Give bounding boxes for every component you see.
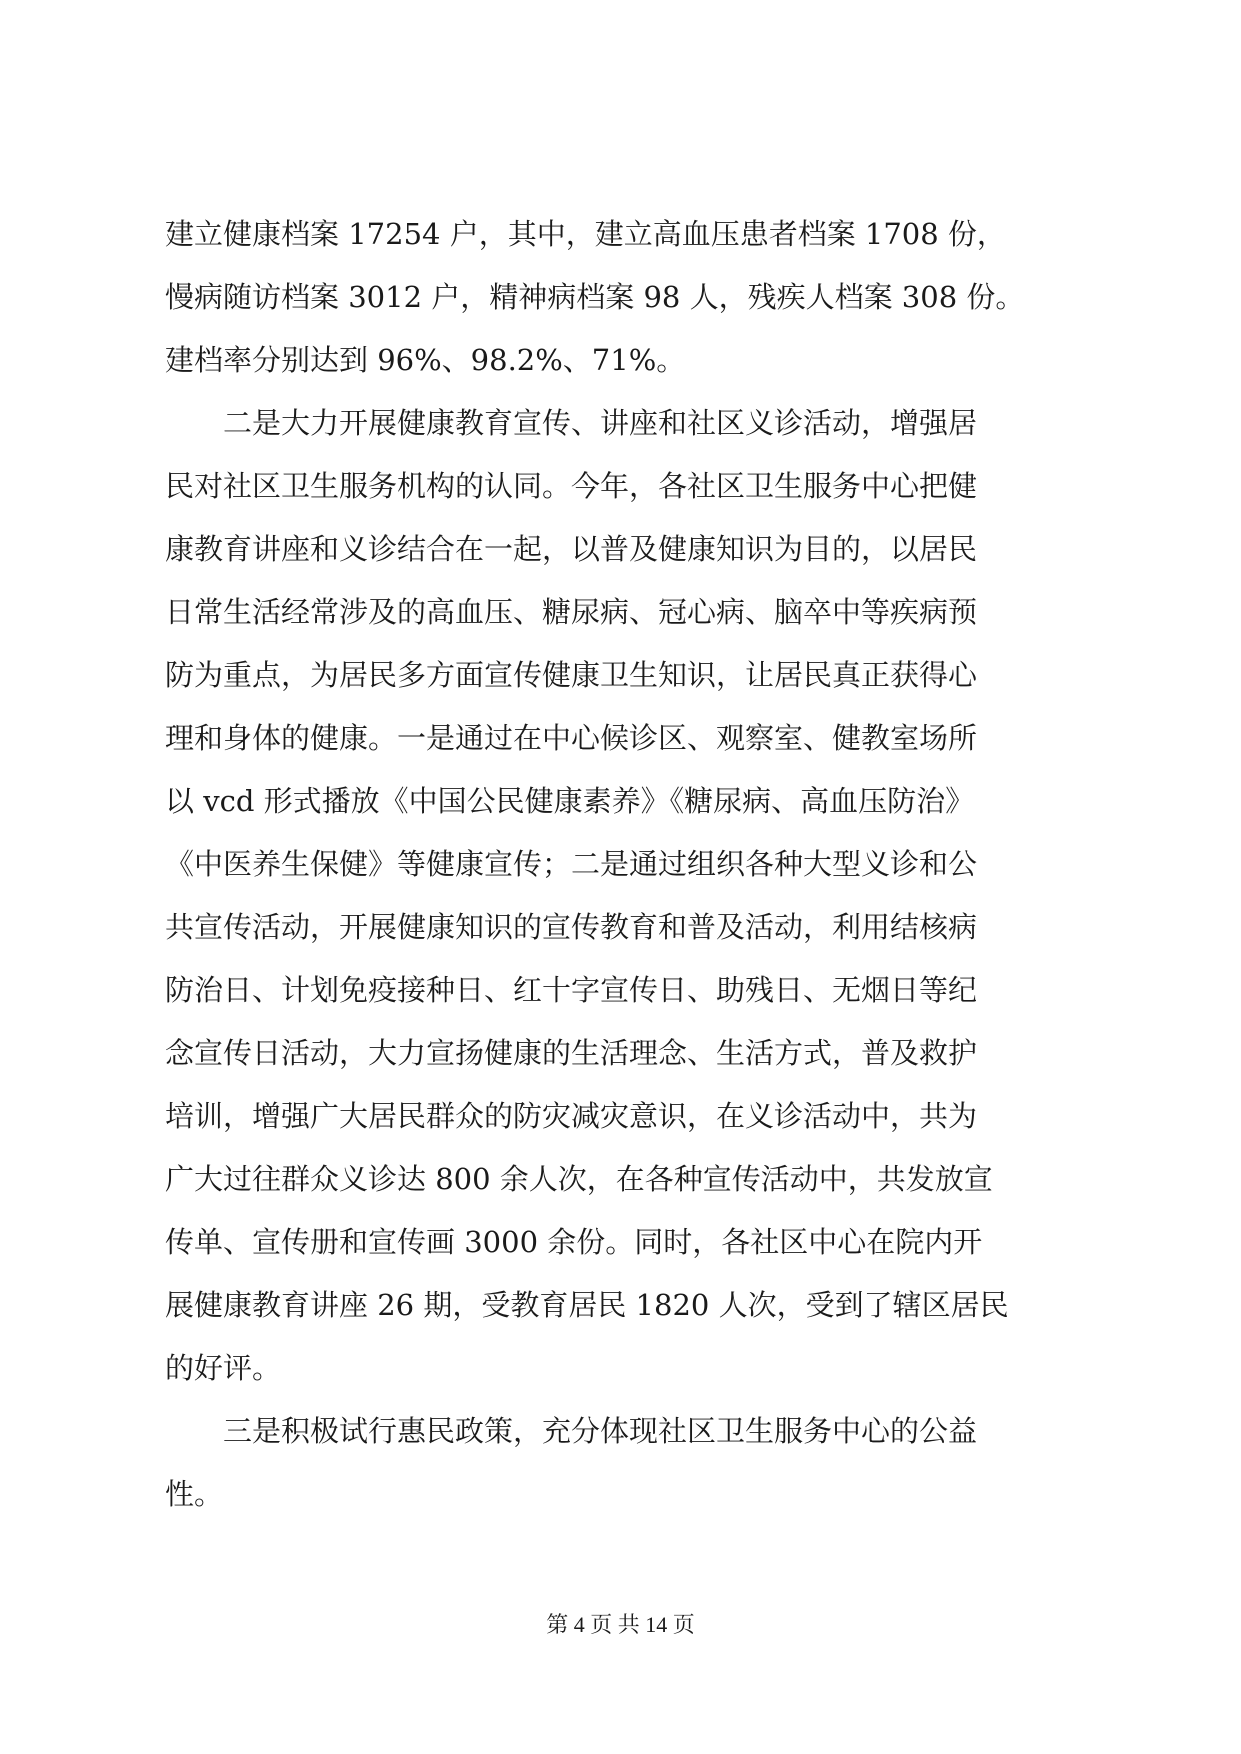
- text-line: 培训，增强广大居民群众的防灾减灾意识，在义诊活动中，共为: [165, 1099, 978, 1133]
- text-line: 日常生活经常涉及的高血压、糖尿病、冠心病、脑卒中等疾病预: [165, 595, 978, 629]
- text-line: 广大过往群众义诊达 800 余人次，在各种宣传活动中，共发放宣: [165, 1162, 993, 1196]
- text-line: 建档率分别达到 96%、98.2%、71%。: [165, 343, 686, 377]
- text-line: 三是积极试行惠民政策，充分体现社区卫生服务中心的公益: [165, 1414, 978, 1448]
- text-line: 二是大力开展健康教育宣传、讲座和社区义诊活动，增强居: [165, 406, 978, 440]
- text-line: 以 vcd 形式播放《中国公民健康素养》《糖尿病、高血压防治》: [165, 784, 975, 818]
- text-line: 防治日、计划免疫接种日、红十字宣传日、助残日、无烟日等纪: [165, 973, 978, 1007]
- text-line: 康教育讲座和义诊结合在一起，以普及健康知识为目的，以居民: [165, 532, 978, 566]
- text-line: 理和身体的健康。一是通过在中心候诊区、观察室、健教室场所: [165, 721, 978, 755]
- page-number-footer: 第 4 页 共 14 页: [546, 1612, 695, 1637]
- document-body: [165, 203, 1080, 1526]
- paragraph-2: [165, 392, 1080, 1400]
- text-line: 民对社区卫生服务机构的认同。今年，各社区卫生服务中心把健: [165, 469, 978, 503]
- text-line: 的好评。: [165, 1351, 282, 1385]
- paragraph-3: [165, 1400, 1080, 1526]
- text-line: 《中医养生保健》等健康宣传；二是通过组织各种大型义诊和公: [165, 847, 978, 881]
- text-line: 慢病随访档案 3012 户，精神病档案 98 人，残疾人档案 308 份。: [165, 280, 1025, 314]
- text-line: 防为重点，为居民多方面宣传健康卫生知识，让居民真正获得心: [165, 658, 978, 692]
- text-line: 性。: [165, 1477, 224, 1511]
- text-line: 共宣传活动，开展健康知识的宣传教育和普及活动，利用结核病: [165, 910, 978, 944]
- text-line: 传单、宣传册和宣传画 3000 余份。同时，各社区中心在院内开: [165, 1225, 983, 1259]
- text-line: 建立健康档案 17254 户，其中，建立高血压患者档案 1708 份，: [165, 217, 1006, 251]
- paragraph-1: [165, 203, 1080, 392]
- text-line: 展健康教育讲座 26 期，受教育居民 1820 人次，受到了辖区居民: [165, 1288, 1009, 1322]
- text-line: 念宣传日活动，大力宣扬健康的生活理念、生活方式，普及救护: [165, 1036, 978, 1070]
